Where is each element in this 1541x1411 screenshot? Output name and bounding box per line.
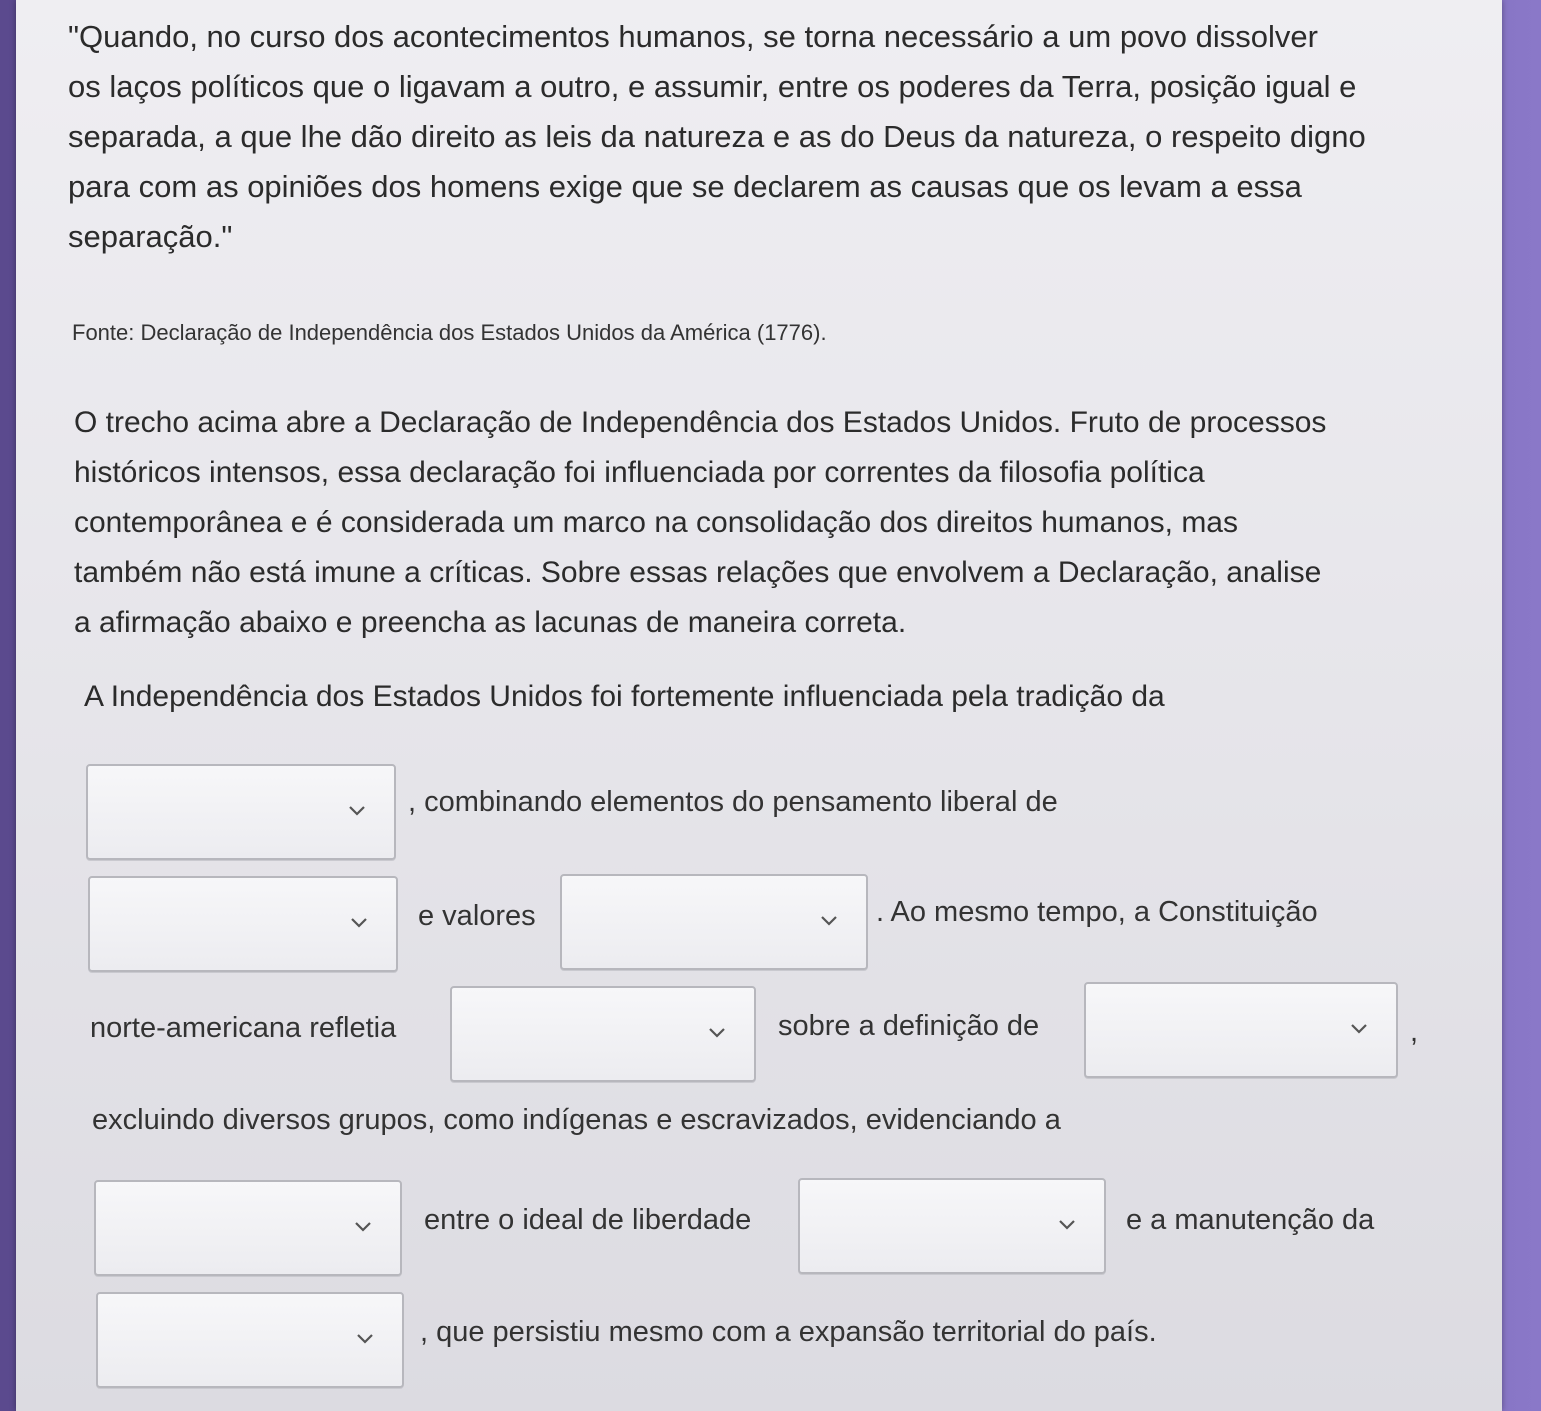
chevron-down-icon	[1058, 1216, 1076, 1234]
chevron-down-icon	[708, 1024, 726, 1042]
chevron-down-icon	[1350, 1020, 1368, 1038]
statement-fragment: excluindo diversos grupos, como indígenas e escravizados, evidenciando a	[92, 1104, 1061, 1136]
statement-lead: A Independência dos Estados Unidos foi fortemente influenciada pela tradição da	[84, 680, 1165, 713]
statement-fragment: , combinando elementos do pensamento liberal de	[408, 786, 1058, 818]
question-line: também não está imune a críticas. Sobre essas relações que envolvem a Declaração, analise	[74, 556, 1322, 589]
blank-dropdown-4[interactable]	[450, 986, 756, 1082]
quote-block	[68, 12, 1488, 262]
blank-dropdown-7[interactable]	[798, 1178, 1106, 1274]
chevron-down-icon	[356, 1330, 374, 1348]
statement-fragment: ,	[1410, 1016, 1419, 1048]
statement-fragment: . Ao mesmo tempo, a Constituição	[876, 896, 1318, 928]
question-line: históricos intensos, essa declaração foi influenciada por correntes da filosofia política	[74, 456, 1205, 489]
question-line: a afirmação abaixo e preencha as lacunas de maneira correta.	[74, 606, 907, 639]
chevron-down-icon	[348, 802, 366, 820]
statement-fragment: e a manutenção da	[1126, 1204, 1375, 1236]
blank-dropdown-5[interactable]	[1084, 982, 1398, 1078]
blank-dropdown-3[interactable]	[560, 874, 868, 970]
blank-dropdown-6[interactable]	[94, 1180, 402, 1276]
question-card	[16, 0, 1502, 1411]
quote-line: separada, a que lhe dão direito as leis da natureza e as do Deus da natureza, o respeito digno	[68, 119, 1366, 154]
question-line: O trecho acima abre a Declaração de Independência dos Estados Unidos. Fruto de processos	[74, 406, 1327, 439]
quote-line: "Quando, no curso dos acontecimentos humanos, se torna necessário a um povo dissolver	[68, 19, 1318, 54]
statement-fragment: entre o ideal de liberdade	[424, 1204, 752, 1236]
statement-fragment: sobre a definição de	[778, 1010, 1040, 1042]
chevron-down-icon	[350, 914, 368, 932]
question-text	[74, 398, 1494, 648]
blank-dropdown-8[interactable]	[96, 1292, 404, 1388]
chevron-down-icon	[820, 912, 838, 930]
statement-fragment: e valores	[418, 900, 536, 932]
blank-dropdown-2[interactable]	[88, 876, 398, 972]
blank-dropdown-1[interactable]	[86, 764, 396, 860]
source-citation: Fonte: Declaração de Independência dos Estados Unidos da América (1776).	[72, 320, 827, 345]
quote-line: os laços políticos que o ligavam a outro, e assumir, entre os poderes da Terra, posição igual e	[68, 69, 1357, 104]
statement-fragment: , que persistiu mesmo com a expansão territorial do país.	[420, 1316, 1157, 1348]
question-line: contemporânea e é considerada um marco na consolidação dos direitos humanos, mas	[74, 506, 1238, 539]
statement-fragment: norte-americana refletia	[90, 1012, 397, 1044]
chevron-down-icon	[354, 1218, 372, 1236]
quote-line: separação."	[68, 219, 233, 254]
quote-line: para com as opiniões dos homens exige que se declarem as causas que os levam a essa	[68, 169, 1302, 204]
